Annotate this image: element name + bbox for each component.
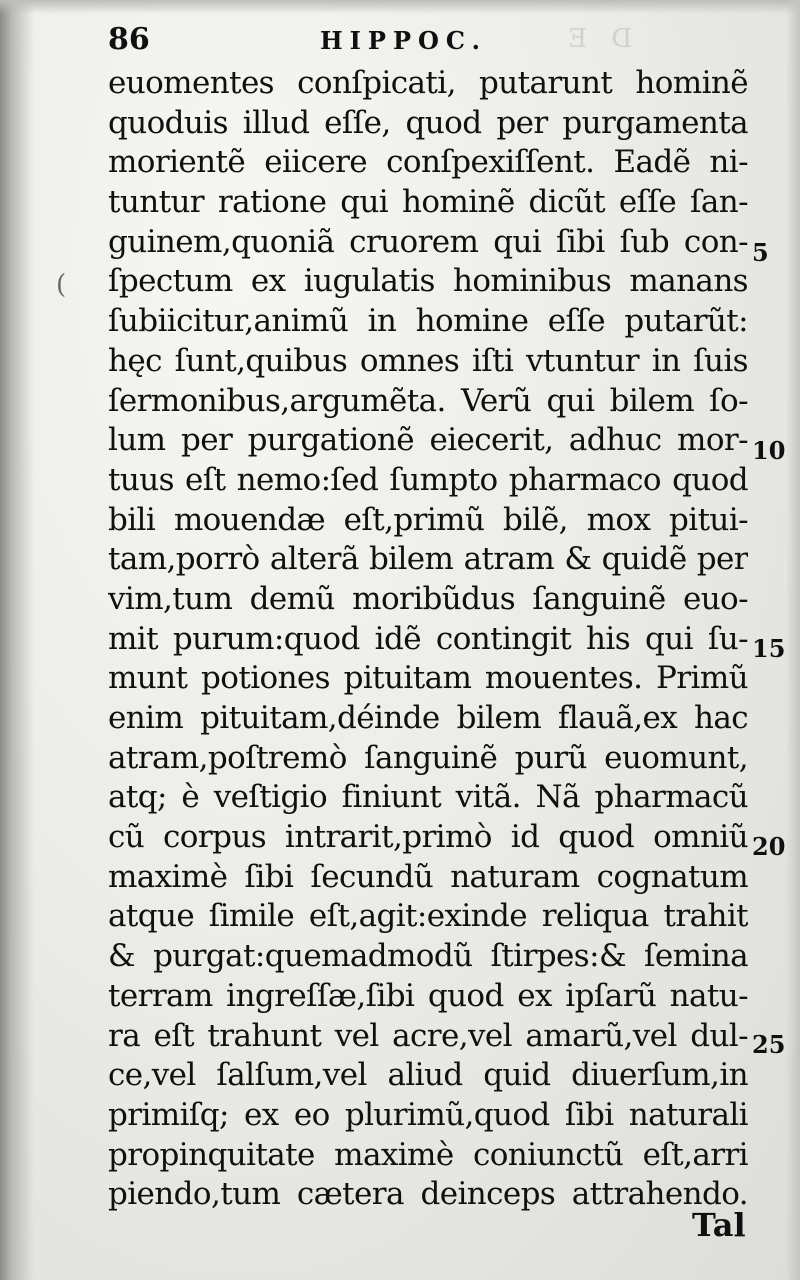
body-text: [108, 64, 748, 1215]
text-line: tam,porrò alterã bilem atram & quidẽ per: [108, 541, 748, 578]
text-line: guinem,quoniã cruorem qui ſibi ſub con-: [108, 223, 748, 260]
text-line: hęc ſunt,quibus omnes iſti vtuntur in ſuis: [108, 342, 748, 379]
margin-mark: (: [56, 270, 67, 300]
running-head: [108, 18, 668, 62]
text-line: ſpectum ex iugulatis hominibus manans: [108, 263, 748, 300]
page-right-edge: [786, 0, 800, 1280]
text-line: ſermonibus,argumẽta. Verũ qui bilem ſo-: [108, 382, 748, 419]
text-line: morientẽ eiicere conſpexiſſent. Eadẽ ni-: [108, 144, 748, 181]
text-line: ra eſt trahunt vel acre,vel amarũ,vel dul-: [108, 1017, 748, 1054]
catchword: Tal: [692, 1206, 746, 1244]
text-line: atq; è veſtigio finiunt vitã. Nã pharmacũ: [108, 779, 748, 816]
text-line: lum per purgationẽ eiecerit, adhuc mor-: [108, 422, 748, 459]
text-line: tuntur ratione qui hominẽ dicũt eſſe ſan-: [108, 184, 748, 221]
running-title: HIPPOC.: [320, 26, 487, 55]
text-line: primiſq; ex eo plurimũ,quod ſibi naturali: [108, 1096, 748, 1133]
text-line: terram ingreſſæ,ſibi quod ex ipſarũ natu-: [108, 977, 748, 1014]
page-number: 86: [108, 22, 150, 57]
text-line: ſubiicitur,animũ in homine eſſe putarũt:: [108, 303, 748, 340]
line-number-10: 10: [752, 436, 786, 465]
text-line: atque ſimile eſt,agit:exinde reliqua trahit: [108, 898, 748, 935]
text-line: vim,tum demũ moribũdus ſanguinẽ euo-: [108, 580, 748, 617]
text-line: maximè ſibi ſecundũ naturam cognatum: [108, 858, 748, 895]
text-line: mit purum:quod idẽ contingit his qui ſu-: [108, 620, 748, 657]
text-line: enim pituitam,déinde bilem flauã,ex hac: [108, 700, 748, 736]
text-line: tuus eſt nemo:ſed ſumpto pharmaco quod: [108, 461, 748, 498]
gutter-shadow: [0, 0, 34, 1280]
text-line: quoduis illud eſſe, quod per purgamenta: [108, 104, 748, 141]
page-top-edge: [0, 0, 800, 14]
line-number-5: 5: [752, 238, 769, 267]
text-line: piendo,tum cætera deinceps attrahendo.: [108, 1176, 748, 1213]
text-line: bili mouendæ eſt,primũ bilẽ, mox pitui-: [108, 501, 748, 538]
ink-bleed-through: D E: [560, 24, 633, 54]
text-line: propinquitate maximè coniunctũ eſt,arri: [108, 1136, 748, 1173]
text-line: ce,vel ſalſum,vel aliud quid diuerſum,in: [108, 1057, 748, 1094]
line-number-20: 20: [752, 832, 786, 861]
line-number-15: 15: [752, 634, 786, 663]
text-line: cũ corpus intrarit,primò id quod omniũ: [108, 819, 748, 856]
text-line: euomentes conſpicati, putarunt hominẽ: [108, 65, 748, 101]
line-number-25: 25: [752, 1030, 786, 1059]
text-line: atram,poſtremò ſanguinẽ purũ euomunt,: [108, 739, 748, 776]
text-line: munt potiones pituitam mouentes. Primũ: [108, 660, 748, 697]
text-line: & purgat:quemadmodũ ſtirpes:& ſemina: [108, 938, 748, 975]
